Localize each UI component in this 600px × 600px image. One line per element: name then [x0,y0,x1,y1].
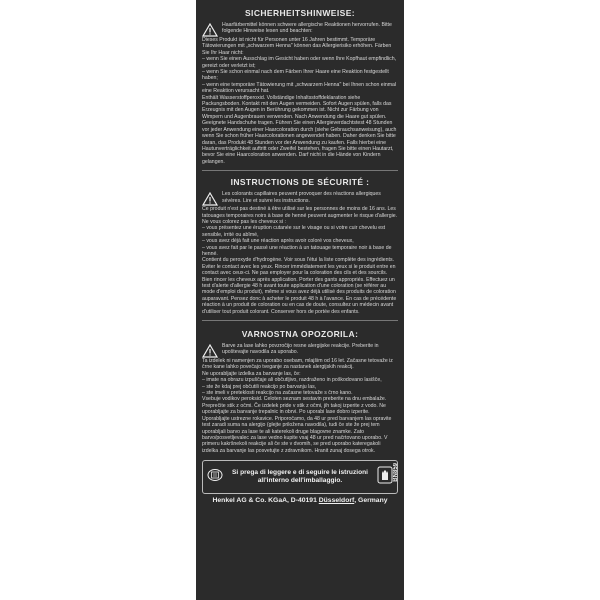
instructions-notice-box [202,460,398,494]
panel-content [196,8,404,504]
batch-code: BN859 [393,463,399,482]
leaflet-icon [207,468,223,487]
body-text-sl-1: Ta izdelek ni namenjen za uporabo osebam, mlajšim od 16 let. Začasne tetovaže iz črne kane lahko povečajo tveganje za nastanek alergijskih reakcij. Ne uporabljajte izdelka za barvanje las, če: – imate na obrazu izpuščaje ali občutljivo, razdraženo in poškodovano lasišče, – ste že kdaj prej občutili reakcijo po barvanju las, – ste imeli v preteklosti reakcijo na začasne tetovaže s črno kano. [202,358,393,397]
safety-label-panel [196,0,404,600]
warning-text-de: Haarfärbemittel können schwere allergische Reaktionen hervorrufen. Bitte folgende Hinweise lesen und beachten: [222,22,392,35]
warning-text-sl: Barve za lase lahko povzročijo resne alergijske reakcije. Preberite in upoštevajte navodila za uporabo. [222,343,379,356]
warning-triangle-icon [202,192,218,206]
body-text-fr-2: Contient du peroxyde d'hydrogène. Voir sous l'étui la liste complète des ingrédients. Eviter le contact avec les yeux. Rincer immédiatement les yeux si le produit entre en contact avec ceux-ci. Ne pas employer pour la coloration des cils et des sourcils. Bien rincer les cheveux après application. Porter des gants appropriés. Effectuez un test d'alerte d'allergie 48 h avant toute application d'une coloration (se référer au mode d'emploi du produit), même si vous avez déjà utilisé des produits de coloration auparavant. Pensez donc à acheter le produit 48 h à l'avance. En cas de précédente réaction à un produit de coloration ou en cas de doute, consultez un médecin avant d'utiliser tout produit colorant. Conserver hors de portée des enfants. [202,257,397,315]
body-text-fr-1: Ce produit n'est pas destiné à être utilisé sur les personnes de moins de 16 ans. Les tatouages temporaires noirs à base de henné peuvent augmenter le risque d'allergie. Ne vous colorez pas les cheveux si : – vous présentez une éruption cutanée sur le visage ou si votre cuir chevelu est sensible, irrité ou abîmé, – vous avez déjà fait une réaction après avoir coloré vos cheveux, – vous avez fait par le passé une réaction à un tatouage temporaire noir à base de henné. [202,206,398,257]
warning-block-de [202,22,398,37]
section-title-fr: INSTRUCTIONS DE SÉCURITÉ : [230,177,370,188]
warning-text-fr: Les colorants capillaires peuvent provoquer des réactions allergiques sévères. Lire et suivre les instructions. [222,191,381,204]
company-suffix: , Germany [354,497,388,505]
divider [202,320,398,321]
warning-block-fr [202,191,398,206]
body-text-de-2: Enthält Wasserstoffperoxid. Vollständige Inhaltsstoffdeklaration siehe Packungsboden. Kontakt mit den Augen vermeiden. Sofort Augen spülen, falls das Erzeugnis mit den Augen in Berührung gekommen ist. Nicht zur Färbung von Wimpern und Augenbrauen verwenden. Nach Anwendung die Haare gut spülen. Geeignete Handschuhe tragen. Führen Sie einen Allergieverdachtstest 48 Stunden vor jeder Anwendung einer Haarcoloration durch (siehe Gebrauchsanweisung), auch wenn Sie schon früher Haarcolorationen angewendet haben. Daher denken Sie bitte daran, das Produkt 48 Stunden vor der Anwendung zu kaufen. Falls hierbei eine Hautunverträglichkeit auftritt oder Zweifel bestehen, fragen Sie bitte einen Hautarzt, bevor Sie eine Haarcoloration anwenden. Darf nicht in die Hände von Kindern gelangen. [202,94,397,165]
company-address [202,497,398,504]
section-title-sl: VARNOSTNA OPOZORILA: [241,329,359,340]
warning-triangle-icon [202,23,218,37]
warning-triangle-icon [202,344,218,358]
section-title-de: SICHERHEITSHINWEISE: [244,8,355,18]
instructions-notice-text: Si prega di leggere e di seguire le istruzioni all'interno dell'imballaggio. [232,469,368,485]
warning-block-sl [202,343,398,358]
divider [202,170,398,171]
company-city: Düsseldorf [318,497,355,505]
gloves-icon [377,466,393,489]
body-text-sl-2: Vsebuje vodikov peroksid. Celoten seznam sestavin preberite na dnu embalaže. Preprečite stik z očmi. Če izdelek pride v stik z očmi, jih takoj izperite z vodo. Ne uporabljajte za barvanje trepalnic in obrvi. Po uporabi lase dobro izperite. Uporabljajte ustrezne rokavice. Priporočamo, da 48 ur pred barvanjem las opravite test zaradi suma na alergijo (glejte priložena navodila), tudi če ste že prej tem uporabljali barvo za lase te ali katerekoli druge blagovne znamke. Zato barvo/posvetljevalec za lase vedno kupite vsaj 48 ur pred načrtovano uporabo. V primeru kakršnekoli reakcije ali če ste v dvomih, se pred uporabo kateregakoli izdelka za barvanje las posvetujte z zdravnikom. Hranit zunaj dosega otrok. [202,396,392,454]
body-text-de-1: Dieses Produkt ist nicht für Personen unter 16 Jahren bestimmt. Temporäre Tätowierungen mit „schwarzem Henna" können das Allergierisiko erhöhen. Färben Sie Ihr Haar nicht: – wenn Sie einen Ausschlag im Gesicht haben oder wenn Ihre Kopfhaut empfindlich, gereizt oder verletzt ist; – wenn Sie schon einmal nach dem Färben Ihrer Haare eine Reaktion festgestellt haben; – wenn eine temporäre Tätowierung mit „schwarzem Henna" bei Ihnen schon einmal eine Reaktion verursacht hat. [202,37,397,95]
company-prefix: Henkel AG & Co. KGaA, D-40191 [212,497,319,505]
